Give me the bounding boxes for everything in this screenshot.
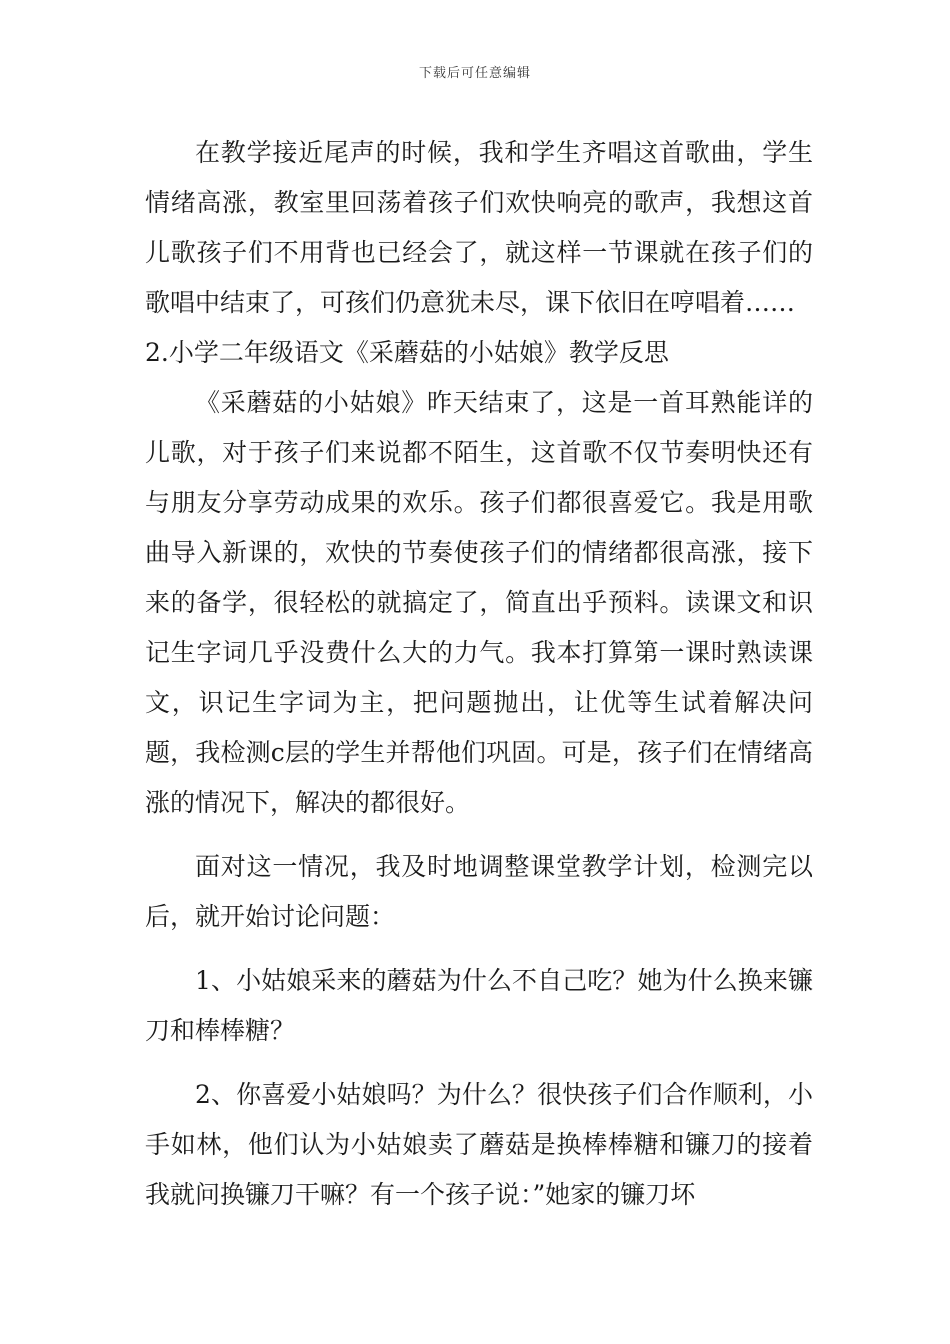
paragraph-question-2: 2、你喜爱小姑娘吗？为什么？很快孩子们合作顺利，小手如林，他们认为小姑娘卖了蘑菇是换棒棒糖和镰刀的接着我就问换镰刀干嘛？有一个孩子说：”她家的镰刀坏 (145, 1080, 813, 1209)
document-body (145, 128, 813, 1220)
paragraph-closing: 在教学接近尾声的时候，我和学生齐唱这首歌曲，学生情绪高涨，教室里回荡着孩子们欢快响亮的歌声，我想这首儿歌孩子们不用背也已经会了，就这样一节课就在孩子们的歌唱中结束了，可孩们仍意犹未尽，课下依旧在哼唱着…… (145, 138, 813, 317)
paragraph-question-1: 1、小姑娘采来的蘑菇为什么不自己吃？她为什么换来镰刀和棒棒糖？ (145, 966, 813, 1045)
section-heading: 2.小学二年级语文《采蘑菇的小姑娘》教学反思 (145, 338, 669, 367)
page-header: 下载后可任意编辑 (418, 66, 531, 81)
paragraph-adjustment: 面对这一情况，我及时地调整课堂教学计划，检测完以后，就开始讨论问题： (145, 852, 813, 931)
paragraph-reflection: 《采蘑菇的小姑娘》昨天结束了，这是一首耳熟能详的儿歌，对于孩子们来说都不陌生，这首歌不仅节奏明快还有与朋友分享劳动成果的欢乐。孩子们都很喜爱它。我是用歌曲导入新课的，欢快的节奏使孩子们的情绪都很高涨，接下来的备学，很轻松的就搞定了，简直出乎预料。读课文和识记生字词几乎没费什么大的力气。我本打算第一课时熟读课文，识记生字词为主，把问题抛出，让优等生试着解决问题，我检测c层的学生并帮他们巩固。可是，孩子们在情绪高涨的情况下，解决的都很好。 (145, 388, 813, 817)
